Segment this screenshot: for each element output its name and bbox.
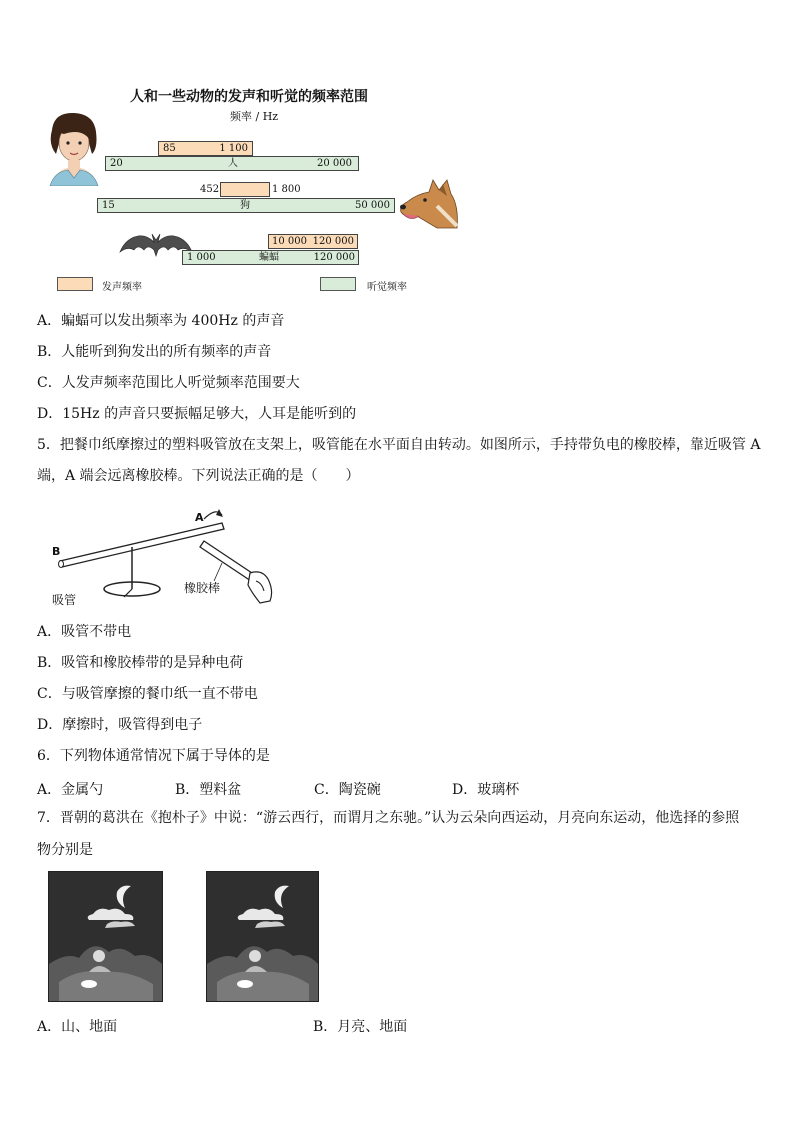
- q7-stem-line2: 物分别是: [37, 842, 93, 858]
- q4-option-b: B．人能听到狗发出的所有频率的声音: [37, 344, 272, 360]
- q6-stem: 6．下列物体通常情况下属于导体的是: [37, 748, 270, 764]
- bat-emit-max: 120 000: [312, 236, 354, 247]
- legend-emit-label: 发声频率: [102, 282, 142, 293]
- q6-option-d: D．玻璃杯: [452, 782, 520, 798]
- human-hear-min: 20: [110, 158, 123, 169]
- q5-stem-line1: 5．把餐巾纸摩擦过的塑料吸管放在支架上，吸管能在水平面自由转动。如图所示，手持带负电的橡胶棒，靠近吸管 A: [37, 437, 761, 453]
- legend-emit-swatch: [57, 277, 93, 291]
- q4-option-d: D．15Hz 的声音只要振幅足够大，人耳是能听到的: [37, 406, 357, 422]
- chart-title: 人和一些动物的发声和听觉的频率范围: [130, 89, 368, 105]
- q4-option-c: C．人发声频率范围比人听觉频率范围要大: [37, 375, 300, 391]
- label-a-end: A: [195, 511, 204, 524]
- q6-option-a: A．金属勺: [37, 782, 104, 798]
- dog-emit-bar: [220, 182, 270, 197]
- moon-cloud-scene-icon: [207, 872, 318, 1001]
- dog-hear-bar: [97, 198, 395, 213]
- human-hear-max: 20 000: [317, 158, 352, 169]
- legend-hear-swatch: [320, 277, 356, 291]
- q7-option-a: A．山、地面: [37, 1019, 118, 1035]
- straw-stand-diagram: [46, 505, 276, 607]
- q7-picture-right: [206, 871, 319, 1002]
- dog-hear-max: 50 000: [355, 200, 390, 211]
- chart-unit: 频率 / Hz: [230, 110, 279, 123]
- q6-option-c: C．陶瓷碗: [314, 782, 381, 798]
- dog-label: 狗: [240, 200, 250, 211]
- q5-option-c: C．与吸管摩擦的餐巾纸一直不带电: [37, 686, 258, 702]
- bat-emit-min: 10 000: [272, 236, 307, 247]
- moon-cloud-scene-icon: [49, 872, 162, 1001]
- bat-hear-bar: [182, 250, 359, 265]
- legend-hear-label: 听觉频率: [367, 282, 407, 293]
- dog-hear-min: 15: [102, 200, 115, 211]
- q5-option-a: A．吸管不带电: [37, 624, 132, 640]
- q7-option-b: B．月亮、地面: [313, 1019, 408, 1035]
- label-rubber-rod: 橡胶棒: [184, 581, 221, 595]
- label-straw: 吸管: [52, 593, 77, 607]
- q5-option-d: D．摩擦时，吸管得到电子: [37, 717, 203, 733]
- bat-hear-max: 120 000: [313, 252, 355, 263]
- q6-option-b: B．塑料盆: [175, 782, 242, 798]
- human-emit-max: 1 100: [219, 143, 248, 154]
- dog-emit-max: 1 800: [272, 184, 301, 195]
- human-emit-bar: [158, 141, 253, 156]
- human-emit-min: 85: [163, 143, 176, 154]
- bat-emit-bar: [268, 234, 358, 249]
- dog-head-icon: [397, 176, 463, 232]
- human-label: 人: [228, 158, 238, 169]
- dog-emit-min: 452: [200, 184, 220, 195]
- bat-hear-min: 1 000: [187, 252, 216, 263]
- q5-stem-line2: 端，A 端会远离橡胶棒。下列说法正确的是（ ）: [37, 468, 360, 484]
- q7-stem-line1: 7．晋朝的葛洪在《抱朴子》中说：“游云西行，而谓月之东驰。”认为云朵向西运动，月亮向东运动，他选择的参照: [37, 810, 740, 826]
- human-hear-bar: [105, 156, 359, 171]
- q4-option-a: A．蝙蝠可以发出频率为 400Hz 的声音: [37, 313, 285, 329]
- woman-portrait-icon: [42, 110, 104, 186]
- q5-figure: [46, 505, 276, 607]
- q7-picture-left: [48, 871, 163, 1002]
- bat-label: 蝙蝠: [259, 252, 279, 263]
- q5-option-b: B．吸管和橡胶棒带的是异种电荷: [37, 655, 244, 671]
- label-b-end: B: [52, 545, 61, 558]
